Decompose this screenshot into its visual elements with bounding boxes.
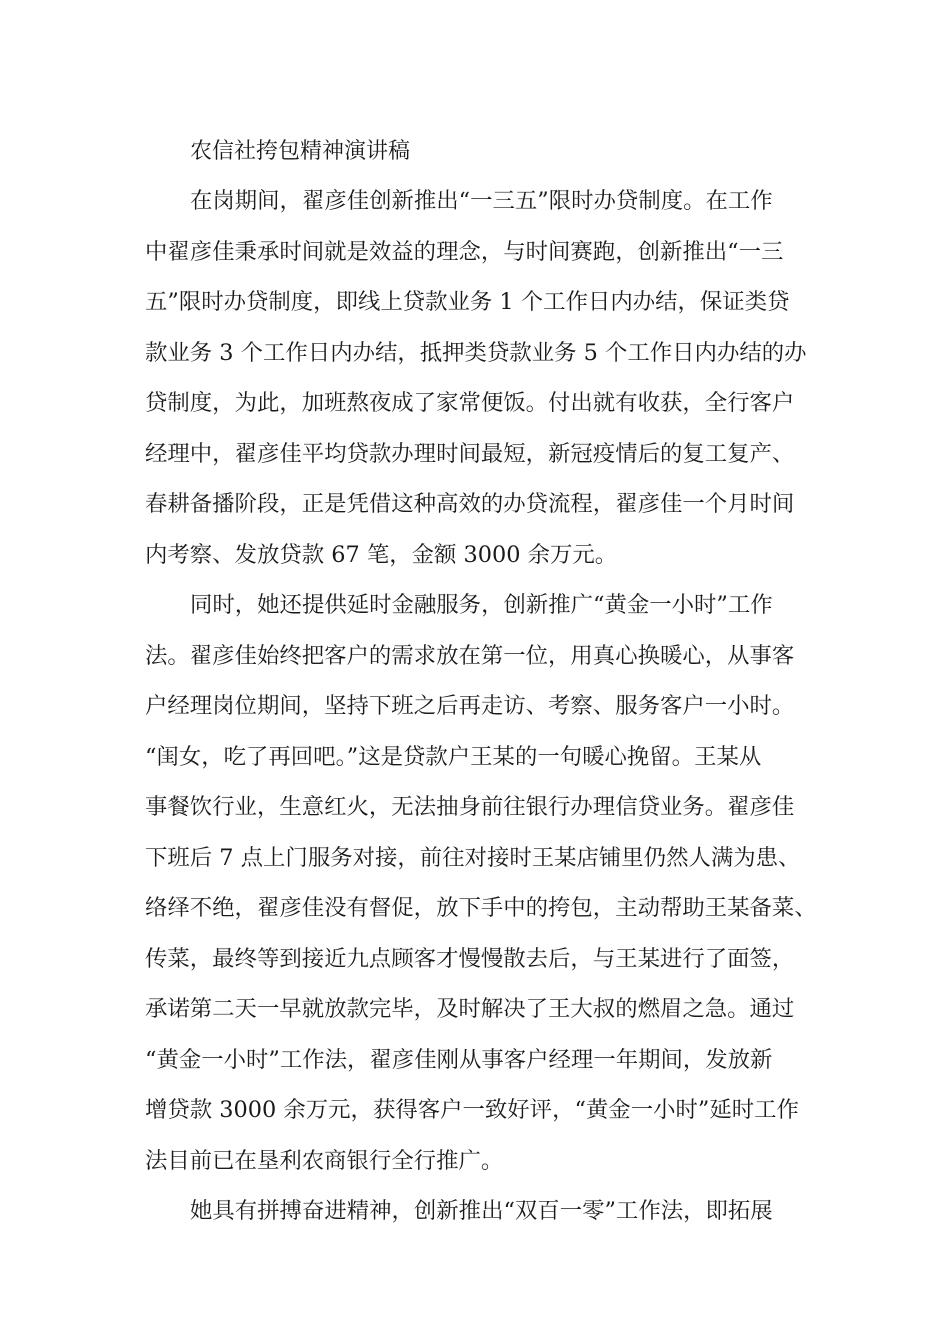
document-title: 农信社挎包精神演讲稿	[190, 139, 411, 164]
paragraph-1-line-1: 在岗期间，翟彦佳创新推出“一三五”限时办贷制度。在工作	[190, 188, 773, 214]
paragraph-2-line-7: 络绎不绝，翟彦佳没有督促，放下手中的挎包，主动帮助王某备菜、	[145, 895, 817, 921]
paragraph-2-line-4: “闺女，吃了再回吧。”这是贷款户王某的一句暖心挽留。王某从	[145, 744, 762, 770]
paragraph-2-line-2: 法。翟彦佳始终把客户的需求放在第一位，用真心换暖心，从事客	[145, 643, 795, 669]
paragraph-2-line-3: 户经理岗位期间，坚持下班之后再走访、考察、服务客户一小时。	[145, 693, 795, 719]
paragraph-2-line-12: 法目前已在垦利农商银行全行推广。	[145, 1148, 504, 1174]
paragraph-2-line-10: “黄金一小时”工作法，翟彦佳刚从事客户经理一年期间，发放新	[145, 1047, 773, 1073]
paragraph-1-line-3: 五”限时办贷制度，即线上贷款业务 1 个工作日内办结，保证类贷	[145, 289, 790, 315]
paragraph-1-line-8: 内考察、发放贷款 67 笔，金额 3000 余万元。	[145, 542, 618, 568]
paragraph-2-line-5: 事餐饮行业，生意红火，无法抽身前往银行办理信贷业务。翟彦佳	[145, 794, 795, 820]
paragraph-1-line-6: 经理中，翟彦佳平均贷款办理时间最短，新冠疫情后的复工复产、	[145, 441, 795, 467]
paragraph-2-line-8: 传菜，最终等到接近九点顾客才慢慢散去后，与王某进行了面签，	[145, 946, 795, 972]
paragraph-2-line-6: 下班后 7 点上门服务对接，前往对接时王某店铺里仍然人满为患、	[145, 845, 801, 871]
paragraph-1-line-4: 款业务 3 个工作日内办结，抵押类贷款业务 5 个工作日内办结的办	[145, 340, 807, 366]
paragraph-2-line-11: 增贷款 3000 余万元，获得客户一致好评，“黄金一小时”延时工作	[145, 1097, 799, 1123]
paragraph-3-line-1: 她具有拼搏奋进精神，创新推出“双百一零”工作法，即拓展	[190, 1198, 773, 1224]
paragraph-1-line-2: 中翟彦佳秉承时间就是效益的理念，与时间赛跑，创新推出“一三	[145, 239, 784, 265]
paragraph-2-line-1: 同时，她还提供延时金融服务，创新推广“黄金一小时”工作	[190, 592, 773, 618]
paragraph-1-line-7: 春耕备播阶段，正是凭借这种高效的办贷流程，翟彦佳一个月时间	[145, 491, 795, 517]
paragraph-1-line-5: 贷制度，为此，加班熬夜成了家常便饭。付出就有收获，全行客户	[145, 390, 795, 416]
paragraph-2-line-9: 承诺第二天一早就放款完毕，及时解决了王大叔的燃眉之急。通过	[145, 996, 795, 1022]
